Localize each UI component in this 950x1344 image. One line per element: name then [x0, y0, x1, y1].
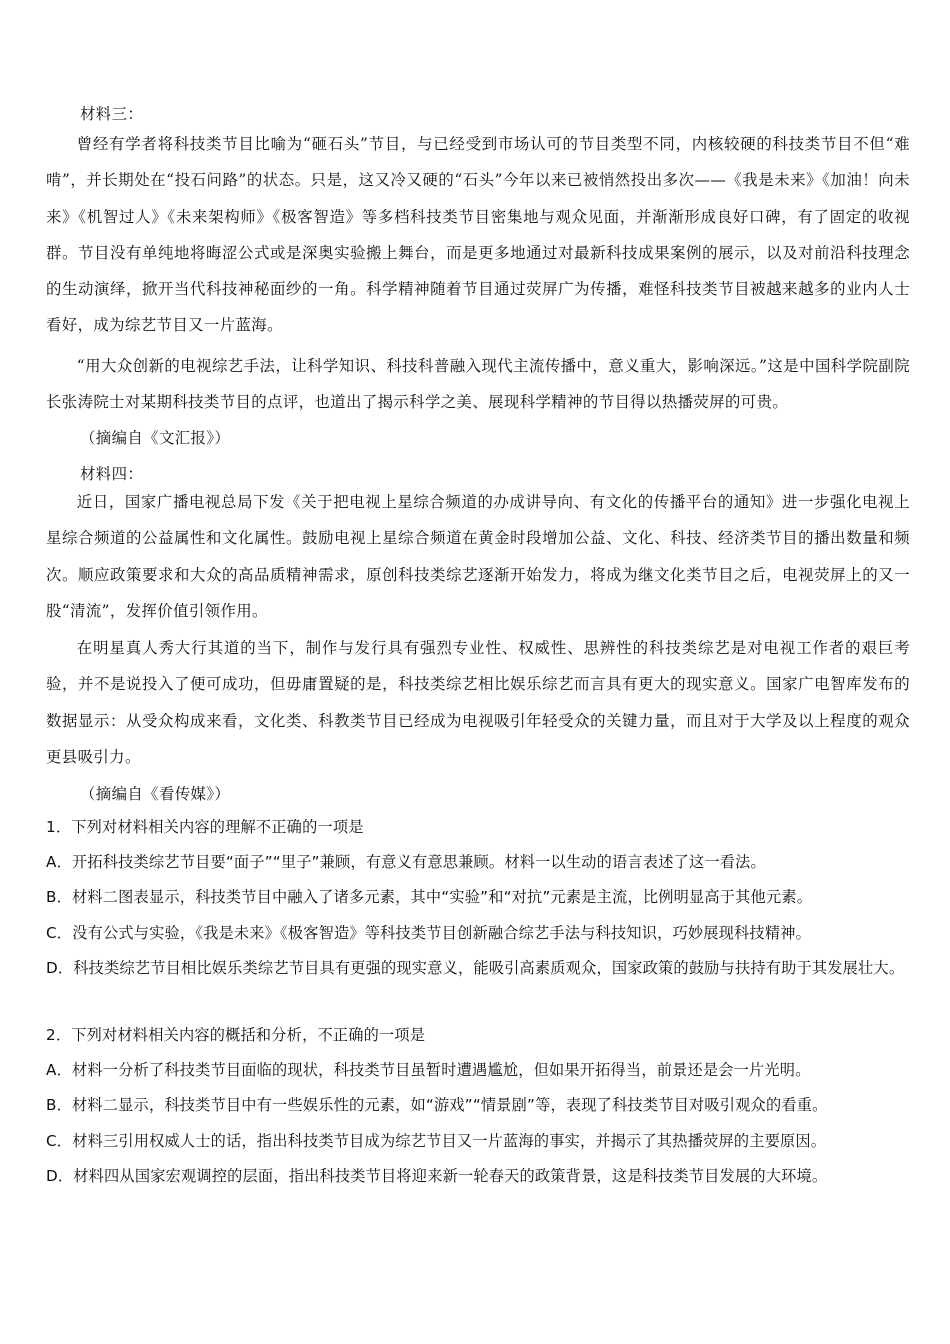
- question-1-stem: 1．下列对材料相关内容的理解不正确的一项是: [46, 818, 364, 836]
- material4-source: （摘编自《看传媒》）: [80, 785, 231, 803]
- question-1: [46, 810, 910, 986]
- question-1-option-b: B．材料二图表显示，科技类节目中融入了诸多元素，其中“实验”和“对抗”元素是主流，比例明显高于其他元素。: [46, 888, 813, 907]
- question-2-option-b: B．材料二显示，科技类节目中有一些娱乐性的元素，如“游戏”“情景剧”等，表现了科技类节目对吸引观众的看重。: [46, 1096, 828, 1115]
- material3-heading: 材料三：: [80, 105, 144, 123]
- material3-source: （摘编自《文汇报》）: [80, 429, 231, 447]
- material4-paragraph-2: 在明星真人秀大行其道的当下，制作与发行具有强烈专业性、权威性、思辨性的科技类综艺是对电视工作者的艰巨考验，并不是说投入了便可成功，但毋庸置疑的是，科技类综艺相比娱乐综艺而言具有更大的现实意义。国家广电智库发布的数据显示：从受众构成来看，文化类、科教类节目已经成为电视吸引年轻受众的关键力量，而且对于大学及以上程度的观众更县吸引力。: [46, 639, 910, 766]
- question-2-stem: 2．下列对材料相关内容的概括和分析，不正确的一项是: [46, 1026, 426, 1044]
- material4-paragraph-1: 近日，国家广播电视总局下发《关于把电视上星综合频道的办成讲导向、有文化的传播平台的通知》进一步强化电视上星综合频道的公益属性和文化属性。鼓励电视上星综合频道在黄金时段增加公益、文化、科技、经济类节目的播出数量和频次。顺应政策要求和大众的高品质精神需求，原创科技类综艺逐渐开始发力，将成为继文化类节目之后，电视荧屏上的又一股“清流”，发挥价值引领作用。: [46, 493, 910, 620]
- question-1-option-d: D．科技类综艺节目相比娱乐类综艺节目具有更强的现实意义，能吸引高素质观众，国家政策的鼓励与扶持有助于其发展壮大。: [46, 958, 905, 977]
- question-2: [46, 1018, 910, 1194]
- material4-heading: 材料四：: [80, 465, 144, 483]
- question-1-option-a: A．开拓科技类综艺节目要“面子”“里子”兼顾，有意义有意思兼顾。材料一以生动的语言表述了这一看法。: [46, 853, 766, 872]
- question-2-option-d: D．材料四从国家宏观调控的层面，指出科技类节目将迎来新一轮春天的政策背景，这是科技类节目发展的大环境。: [46, 1166, 828, 1185]
- question-2-option-a: A．材料一分析了科技类节目面临的现状，科技类节目虽暂时遭遇尴尬，但如果开拓得当，前景还是会一片光明。: [46, 1061, 811, 1080]
- question-2-option-c: C．材料三引用权威人士的话，指出科技类节目成为综艺节目又一片蓝海的事实，并揭示了其热播荧屏的主要原因。: [46, 1131, 827, 1150]
- material3-paragraph-1: 曾经有学者将科技类节目比喻为“砸石头”节目，与已经受到市场认可的节目类型不同，内核较硬的科技类节目不但“难啃”，并长期处在“投石问路”的状态。只是，这又冷又硬的“石头”今年以来已被悄然投出多次——《我是未来》《加油！向未来》《机智过人》《未来架构师》《极客智造》等多档科技类节目密集地与观众见面，并渐渐形成良好口碑，有了固定的收视群。节目没有单纯地将晦涩公式或是深奥实验搬上舞台，而是更多地通过对最新科技成果案例的展示，以及对前沿科技理念的生动演绎，掀开当代科技神秘面纱的一角。科学精神随着节目通过荧屏广为传播，难怪科技类节目被越来越多的业内人士看好，成为综艺节目又一片蓝海。: [46, 135, 910, 335]
- question-1-option-c: C．没有公式与实验，《我是未来》《极客智造》等科技类节目创新融合综艺手法与科技知识，巧妙展现科技精神。: [46, 923, 811, 942]
- material3-paragraph-2: “用大众创新的电视综艺手法，让科学知识、科技科普融入现代主流传播中，意义重大，影响深远。”这是中国科学院副院长张涛院士对某期科技类节目的点评，也道出了揭示科学之美、展现科学精神的节目得以热播荧屏的可贵。: [46, 357, 910, 412]
